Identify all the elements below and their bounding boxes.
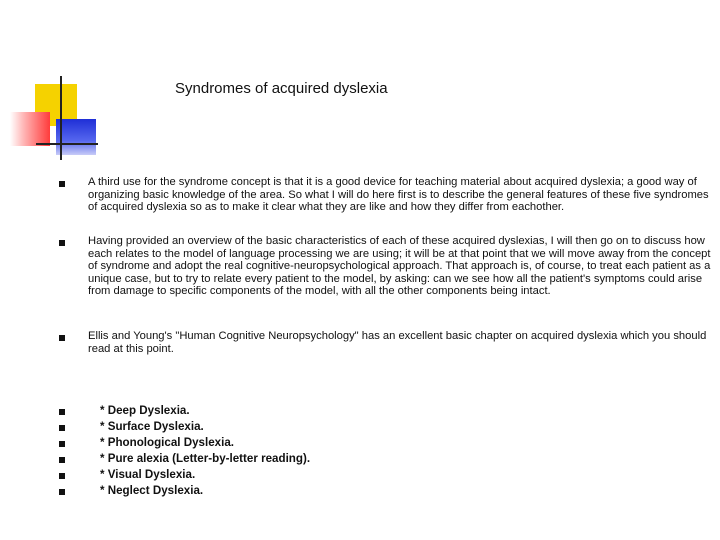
bullet-icon bbox=[59, 489, 65, 495]
bullet-icon bbox=[59, 335, 65, 341]
bullet-icon bbox=[59, 473, 65, 479]
bullet-icon bbox=[59, 441, 65, 447]
paragraph-2: Having provided an overview of the basic characteristics of each of these acquired dyslexias, I will then go on to discuss how each relates to the model of language processing we are using; it will be at that point that we will move away from the concept of syndrome and adopt the real cognitive-neuropsychological approach. That approach is, of course, to treat each patient as a unique case, but to try to relate every patient to the model, by asking: can we see how all the patient's symptoms could arise from damage to specific components of the model, with all the other components being intact. bbox=[88, 235, 711, 298]
slide-title: Syndromes of acquired dyslexia bbox=[175, 80, 388, 97]
paragraph-3: Ellis and Young's "Human Cognitive Neuropsychology" has an excellent basic chapter on acquired dyslexia which you should read at this point. bbox=[88, 330, 707, 355]
syndrome-item: * Visual Dyslexia. bbox=[100, 468, 196, 481]
bullet-icon bbox=[59, 457, 65, 463]
bullet-icon bbox=[59, 240, 65, 246]
decor-horizontal-line bbox=[36, 143, 98, 145]
syndrome-item: * Phonological Dyslexia. bbox=[100, 436, 235, 449]
decor-vertical-line bbox=[60, 76, 62, 160]
decor-blue-square bbox=[56, 119, 96, 155]
bullet-icon bbox=[59, 425, 65, 431]
syndrome-item: * Neglect Dyslexia. bbox=[100, 484, 204, 497]
decor-red-gradient bbox=[10, 112, 50, 146]
bullet-icon bbox=[59, 409, 65, 415]
syndrome-item: * Pure alexia (Letter-by-letter reading). bbox=[100, 452, 311, 465]
paragraph-1: A third use for the syndrome concept is that it is a good device for teaching material about acquired dyslexia; a good way of organizing basic knowledge of the area. So what I will do here first is to describe the general features of these five syndromes of acquired dyslexia so as to make it clear what they are like and how they differ from eachother. bbox=[88, 176, 709, 214]
syndrome-item: * Surface Dyslexia. bbox=[100, 420, 204, 433]
syndrome-item: * Deep Dyslexia. bbox=[100, 404, 190, 417]
bullet-icon bbox=[59, 181, 65, 187]
